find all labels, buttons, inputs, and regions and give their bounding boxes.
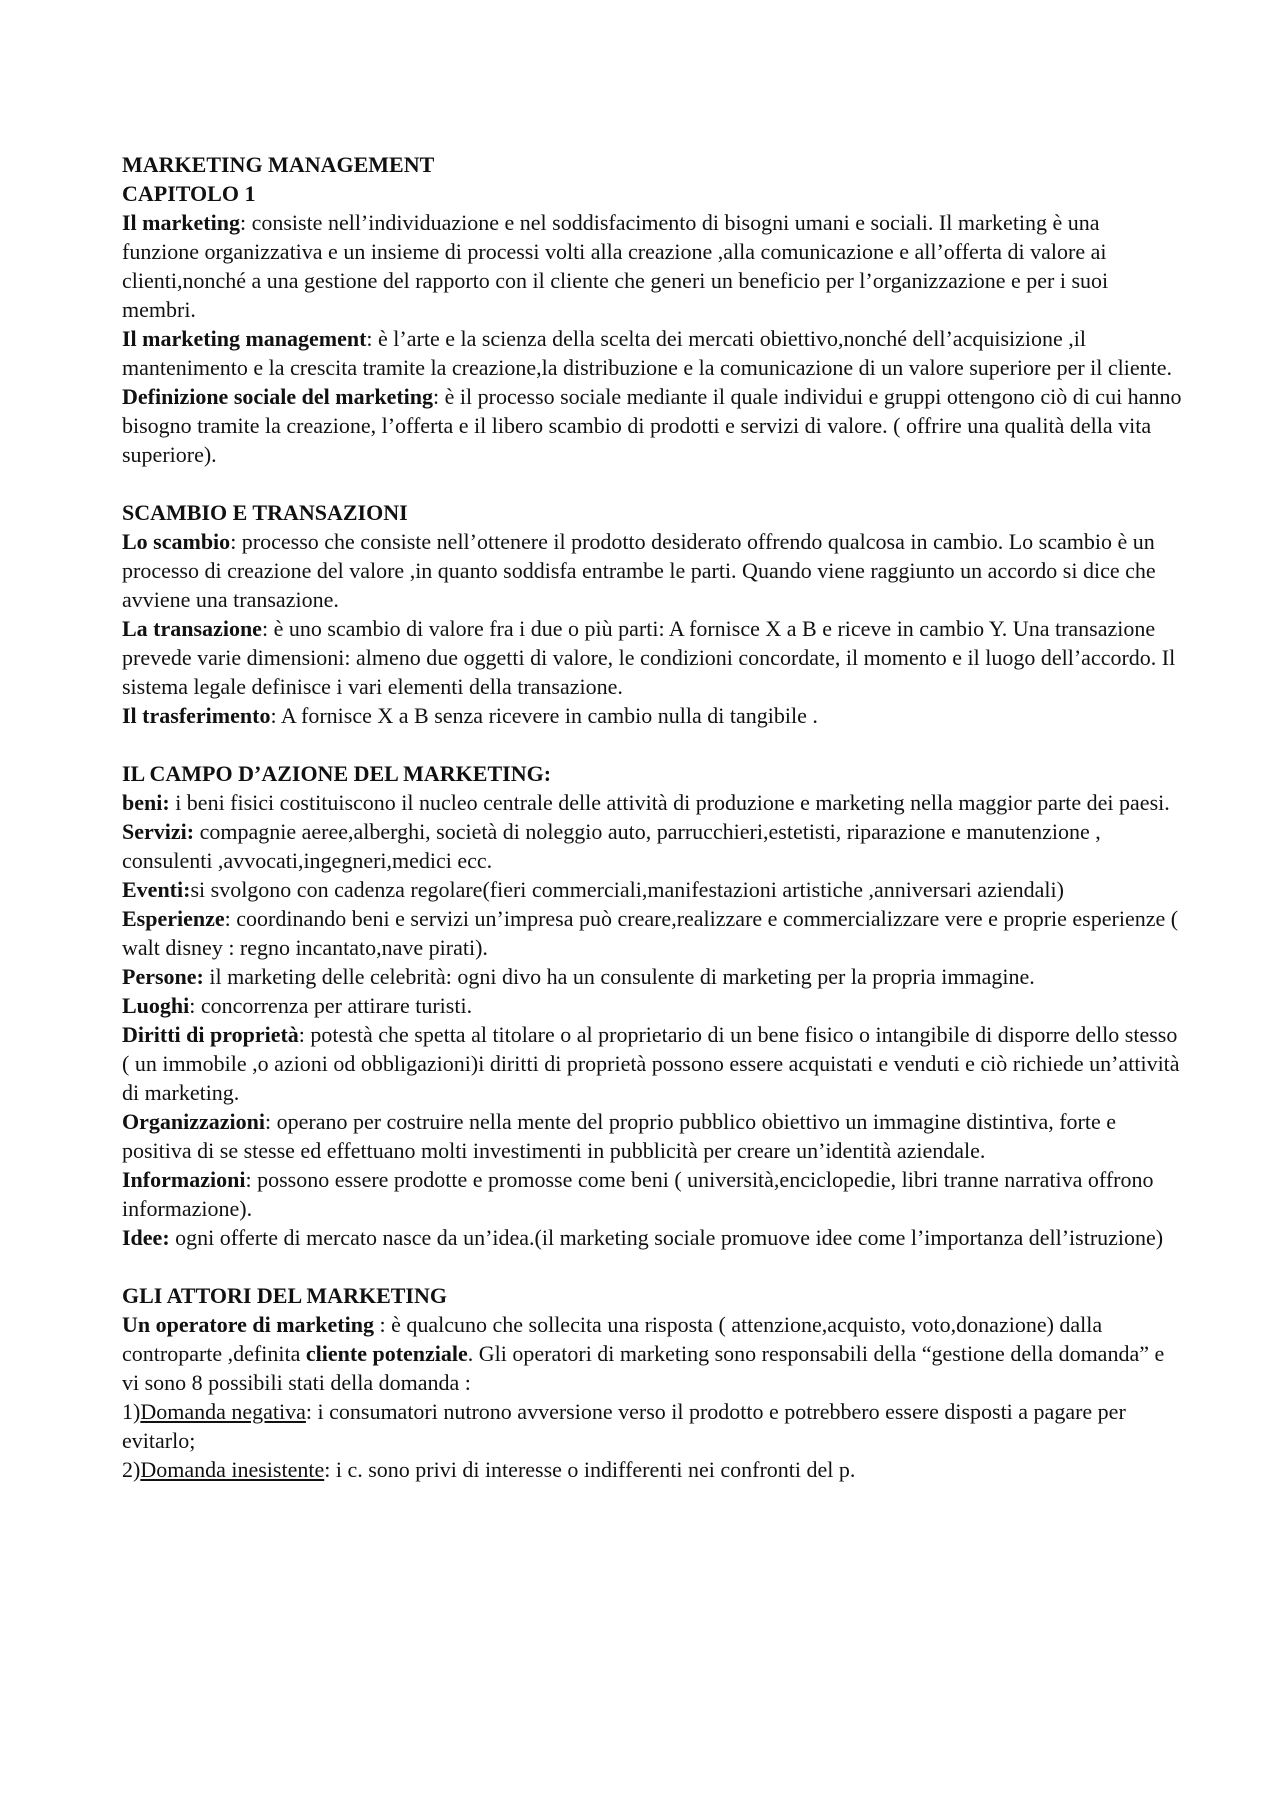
definition-text: : i c. sono privi di interesse o indifferenti nei confronti del p. [324,1457,856,1482]
item-number: 2) [122,1457,141,1482]
term: cliente potenziale [305,1341,468,1366]
definition-text: : i consumatori nutrono avversione verso il prodotto e potrebbero essere disposti a pagare per evitarlo; [122,1399,1126,1453]
document-page [122,150,1182,1484]
section-heading-attori: GLI ATTORI DEL MARKETING [122,1283,447,1308]
definition-text: . Gli operatori di marketing sono responsabili della “gestione della domanda” e vi sono 8 possibili stati della domanda : [122,1341,1165,1395]
term: Persone: [122,964,204,989]
term: Esperienze [122,906,225,931]
definition-trasferimento [122,701,1182,730]
term: Il marketing [122,210,240,235]
definition-transazione [122,614,1182,701]
campo-item [122,991,1182,1020]
definition-text: : è l’arte e la scienza della scelta dei mercati obiettivo,nonché dell’acquisizione ,il mantenimento e la crescita tramite la creazione,la distribuzione e la comunicazione di un valore superiore per il cliente. [122,326,1173,380]
definition-text: : possono essere prodotte e promosse come beni ( università,enciclopedie, libri tranne narrativa offrono informazione). [122,1167,1154,1221]
demand-state-label: Domanda negativa [140,1399,306,1424]
definition-text: i beni fisici costituiscono il nucleo centrale delle attività di produzione e marketing nella maggior parte dei paesi. [169,790,1170,815]
definition-text: si svolgono con cadenza regolare(fieri commerciali,manifestazioni artistiche ,anniversari aziendali) [190,877,1064,902]
term: beni: [122,790,170,815]
demand-state-item [122,1455,1182,1484]
document-title: MARKETING MANAGEMENT [122,152,435,177]
spacer [122,1252,1182,1281]
definition-text: : è il processo sociale mediante il quale individui e gruppi ottengono ciò di cui hanno bisogno tramite la creazione, l’offerta e il libero scambio di prodotti e servizi di valore. ( offrire una qualità della vita superiore). [122,384,1182,467]
definition-marketing-management [122,324,1182,382]
term: Organizzazioni [122,1109,265,1134]
definition-text: : è uno scambio di valore fra i due o più parti: A fornisce X a B e riceve in cambio Y. Una transazione prevede varie dimensioni: almeno due oggetti di valore, le condizioni concordate, il momento e il luogo dell’accordo. Il sistema legale definisce i vari elementi della transazione. [122,616,1176,699]
definition-text: : concorrenza per attirare turisti. [189,993,473,1018]
campo-item [122,788,1182,817]
campo-item [122,962,1182,991]
term: Definizione sociale del marketing [122,384,434,409]
campo-item [122,904,1182,962]
spacer [122,730,1182,759]
demand-state-item [122,1397,1182,1455]
term: Idee: [122,1225,170,1250]
campo-item [122,1107,1182,1165]
campo-item [122,1165,1182,1223]
campo-item [122,1020,1182,1107]
term: Eventi: [122,877,191,902]
section-heading-scambio: SCAMBIO E TRANSAZIONI [122,500,408,525]
term: Un operatore di marketing [122,1312,374,1337]
section-heading-campo: IL CAMPO D’AZIONE DEL MARKETING: [122,761,552,786]
definition-scambio [122,527,1182,614]
definition-text: ogni offerte di mercato nasce da un’idea.(il marketing sociale promuove idee come l’importanza dell’istruzione) [169,1225,1164,1250]
definition-text: : è qualcuno che sollecita una risposta ( attenzione,acquisto, voto,donazione) dalla controparte ,definita [122,1312,1103,1366]
term: Lo scambio [122,529,231,554]
demand-state-label: Domanda inesistente [140,1457,325,1482]
term: La transazione [122,616,262,641]
definition-text: compagnie aeree,alberghi, società di noleggio auto, parrucchieri,estetisti, riparazione e manutenzione , consulenti ,avvocati,ingegneri,medici ecc. [122,819,1101,873]
definition-text: : A fornisce X a B senza ricevere in cambio nulla di tangibile . [270,703,818,728]
chapter-heading: CAPITOLO 1 [122,181,256,206]
definition-text: il marketing delle celebrità: ogni divo ha un consulente di marketing per la propria immagine. [203,964,1035,989]
definition-text: : consiste nell’individuazione e nel soddisfacimento di bisogni umani e sociali. Il marketing è una funzione organizzativa e un insieme di processi volti alla creazione ,alla comunicazione e all’offerta di valore ai clienti,nonché a una gestione del rapporto con il cliente che generi un beneficio per l’organizzazione e per i suoi membri. [122,210,1109,322]
definition-marketing [122,208,1182,324]
campo-item [122,1223,1182,1252]
campo-item [122,875,1182,904]
definition-operatore [122,1310,1182,1397]
definition-social-marketing [122,382,1182,469]
term: Informazioni [122,1167,246,1192]
term: Servizi: [122,819,195,844]
definition-text: : coordinando beni e servizi un’impresa può creare,realizzare e commercializzare vere e proprie esperienze ( walt disney : regno incantato,nave pirati). [122,906,1179,960]
campo-item [122,817,1182,875]
definition-text: : operano per costruire nella mente del proprio pubblico obiettivo un immagine distintiva, forte e positiva di se stesse ed effettuano molti investimenti in pubblicità per creare un’identità aziendale. [122,1109,1117,1163]
term: Luoghi [122,993,190,1018]
term: Il marketing management [122,326,367,351]
definition-text: : processo che consiste nell’ottenere il prodotto desiderato offrendo qualcosa in cambio. Lo scambio è un processo di creazione del valore ,in quanto soddisfa entrambe le parti. Quando viene raggiunto un accordo si dice che avviene una transazione. [122,529,1156,612]
spacer [122,469,1182,498]
term: Diritti di proprietà [122,1022,299,1047]
term: Il trasferimento [122,703,271,728]
definition-text: : potestà che spetta al titolare o al proprietario di un bene fisico o intangibile di disporre dello stesso ( un immobile ,o azioni od obbligazioni)i diritti di proprietà possono essere acquistati e venduti e ciò richiede un’attività di marketing. [122,1022,1180,1105]
item-number: 1) [122,1399,141,1424]
